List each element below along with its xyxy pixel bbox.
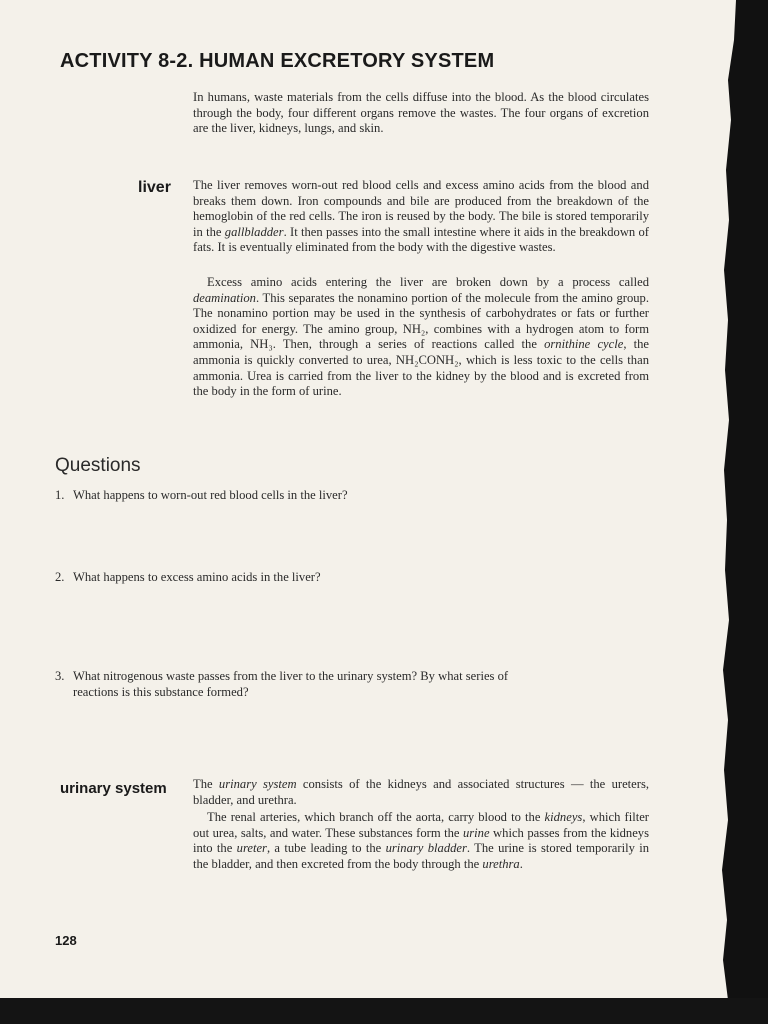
urinary-paragraph-2: The renal arteries, which branch off the aorta, carry blood to the kidneys, which filter out urea, salts, and water. These substances form the urine which passes from the kidneys into the ureter, a tube leading to the urinary bladder. The urine is stored temporarily in the bladder, and then excreted from the body through the urethra. — [193, 810, 649, 871]
page-title: ACTIVITY 8-2. HUMAN EXCRETORY SYSTEM — [60, 50, 495, 72]
scan-bottom-band — [0, 998, 768, 1024]
question-1: 1. What happens to worn-out red blood cells in the liver? — [55, 488, 348, 502]
liver-side-label: liver — [138, 179, 171, 196]
liver-paragraph-1: The liver removes worn-out red blood cells and excess amino acids from the blood and breaks them down. Iron compounds and bile are produced from the breakdown of the hemoglobin of the red cells. The iron is reused by the body. The bile is stored temporarily in the gallbladder. It then passes into the small intestine where it aids in the breakdown of fats. It is eventually eliminated from the body with the digestive wastes. — [193, 178, 649, 255]
torn-page-edge — [698, 0, 768, 1024]
urinary-system-side-label: urinary system — [60, 780, 167, 797]
urinary-paragraph-1: The urinary system consists of the kidneys and associated structures — the ureters, bladder, and urethra. — [193, 777, 649, 807]
question-2: 2. What happens to excess amino acids in the liver? — [55, 570, 321, 584]
liver-paragraph-2: Excess amino acids entering the liver are broken down by a process called deamination. This separates the nonamino portion of the molecule from the amino group. The nonamino portion may be used in the synthesis of carbohydrates or fats or further oxidized for energy. The amino group, NH₂, combines with a hydrogen atom to form ammonia, NH₃. Then, through a series of reactions called the ornithine cycle, the ammonia is quickly converted to urea, NH₂CONH₂, which is less toxic to the cells than ammonia. Urea is carried from the liver to the kidney by the blood and is excreted from the body in the form of urine. — [193, 275, 650, 399]
intro-paragraph: In humans, waste materials from the cells diffuse into the blood. As the blood circulates through the body, four different organs remove the wastes. The four organs of excretion are the liver, kidneys, lungs, and skin. — [193, 90, 649, 136]
page-number: 128 — [55, 933, 77, 948]
question-3: 3. What nitrogenous waste passes from the liver to the urinary system? By what series of reactions is this substance formed? — [55, 669, 509, 699]
questions-heading: Questions — [55, 455, 141, 476]
